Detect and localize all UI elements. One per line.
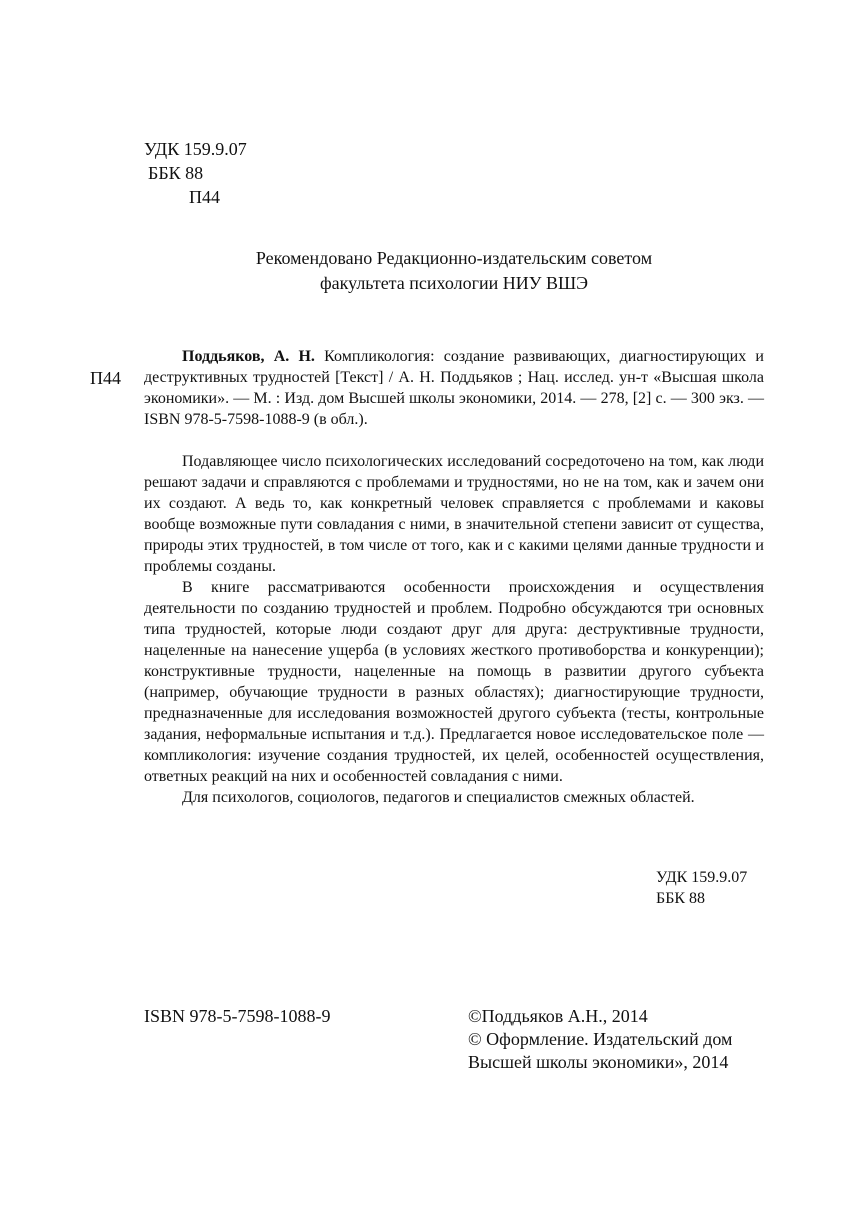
- annotation: [144, 451, 764, 808]
- author-mark: П44: [189, 187, 220, 207]
- bibliographic-author: Поддьяков, А. Н.: [182, 348, 315, 365]
- copyright-line-2: © Оформление. Издательский дом: [468, 1029, 733, 1049]
- recommendation-line-2: факультета психологии НИУ ВШЭ: [319, 273, 589, 293]
- annotation-paragraph-2: В книге рассматриваются особенности происхождения и осуществления деятельности по созданию трудностей и проблем. Подробно обсуждаются три основных типа трудностей, которые люди создают друг для друга: деструктивные трудности, нацеленные на нанесение ущерба (в условиях жесткого противоборства и конкуренции); конструктивные трудности, нацеленные на помощь в развитии другого субъекта (например, обучающие трудности в разных областях); диагностирующие трудности, предназначенные для исследования возможностей другого субъекта (тесты, контрольные задания, неформальные испытания и т.д.). Предлагается новое исследовательское поле — компликология: изучение создания трудностей, их целей, особенностей осуществления, ответных реакций на них и особенностей совладания с ними.: [144, 579, 764, 785]
- annotation-paragraph-1: Подавляющее число психологических исследований сосредоточено на том, как люди решают задачи и справляются с проблемами и трудностями, но не на том, как и зачем они их создают. А ведь то, как конкретный человек справляется с проблемами и каковы вообще возможные пути совладания с ними, в значительной степени зависит от существа, природы этих трудностей, в том числе от того, как и с какими целями данные трудности и проблемы созданы.: [144, 453, 764, 575]
- copyright-line-1: ©Поддьяков А.Н., 2014: [468, 1006, 648, 1026]
- annotation-paragraph-3: Для психологов, социологов, педагогов и специалистов смежных областей.: [182, 789, 695, 806]
- udk-code: УДК 159.9.07: [144, 139, 247, 159]
- bibliographic-record: [144, 346, 764, 430]
- bottom-udk-code: УДК 159.9.07: [656, 869, 748, 886]
- isbn: ISBN 978-5-7598-1088-9: [144, 1006, 331, 1026]
- bibliographic-text: Компликология: создание развивающих, диагностирующих и деструктивных трудностей [Текст] / А. Н. Поддьяков ; Нац. исслед. ун-т «Высшая школа экономики». — М. : Изд. дом Высшей школы экономики, 2014. — 278, [2] с. — 300 экз. — ISBN 978-5-7598-1088-9 (в обл.).: [144, 348, 764, 428]
- bottom-bbk-code: ББК 88: [656, 890, 706, 907]
- recommendation-line-1: Рекомендовано Редакционно-издательским советом: [255, 248, 653, 268]
- bibliographic-margin-mark: П44: [90, 368, 121, 388]
- bbk-code: ББК 88: [148, 163, 204, 183]
- copyright-line-3: Высшей школы экономики», 2014: [468, 1052, 729, 1072]
